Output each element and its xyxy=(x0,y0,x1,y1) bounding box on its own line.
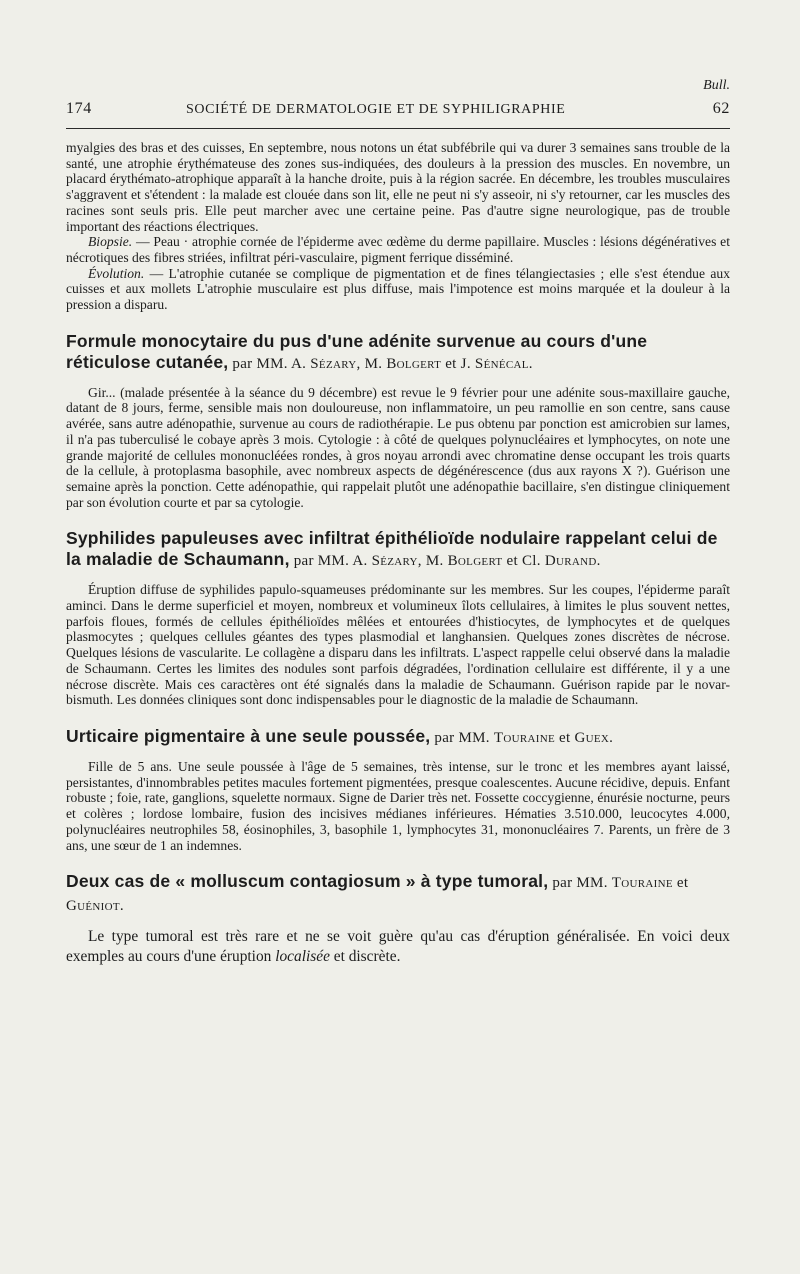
section-title: Urticaire pigmentaire à une seule poussée, xyxy=(66,725,431,746)
evolution-text: — L'atrophie cutanée se complique de pigmentation et de fines télangiectasies ; elle s'est étendue aux cuisses et aux mollets L'atrophie musculaire est plus diffuse, mais l'impotence est moins marquée et la douleur à la pression a disparu. xyxy=(66,265,730,313)
bull-mark: Bull. xyxy=(703,78,730,93)
section-authors: par MM. Touraine et Guex. xyxy=(430,729,614,746)
evolution-paragraph xyxy=(66,266,730,313)
article-body xyxy=(66,140,730,966)
biopsy-text: — Peau · atrophie cornée de l'épiderme avec œdème du derme papillaire. Muscles : lésions dégénératives et nécrotiques des fibres striées, infiltrat péri-vasculaire, pigment ferrique disséminé. xyxy=(66,234,730,265)
section-authors: par MM. Touraine et Guéniot. xyxy=(66,875,689,915)
section-title: Deux cas de « molluscum contagiosum » à type tumoral, xyxy=(66,871,549,892)
intro-paragraph: myalgies des bras et des cuisses, En septembre, nous notons un état subfébrile qui va durer 3 semaines sans trouble de la santé, une atrophie érythémateuse des zones sus-indiquées, des douleurs à la pression des muscles. En novembre, un placard érythémato-atrophique apparaît à la hanche droite, puis à la région sacrée. En décembre, les troubles musculaires s'aggravent et s'étendent : la malade est clouée dans son lit, elle ne peut ni s'y asseoir, ni s'y retourner, car les muscles des racines sont seuls pris. Elle peut marcher avec une certaine peine. Pas d'autre signe neurologique, pas de trouble important des réactions électriques. xyxy=(66,140,730,234)
section-body-urticaire: Fille de 5 ans. Une seule poussée à l'âge de 5 semaines, très intense, sur le tronc et les membres ayant laissé, persistantes, d'innombrables petites macules fortement pigmentées, presque coalescentes. Aucune récidive, depuis. Enfant robuste ; foie, rate, ganglions, squelette normaux. Signe de Darier très net. Fossette coccygienne, énurésie nocturne, peurs et colères ; lordose lombaire, fusion des incisives médianes inférieures. Hématies 3.510.000, leucocytes 4.000, polynucléaires neutrophiles 58, éosinophiles, 3, basophile 1, lymphocytes 31, mononucléaires 7. Parents, un frère de 3 ans, une sœur de 1 an indemnes. xyxy=(66,758,730,853)
issue-number: 62 xyxy=(712,100,730,117)
biopsy-paragraph xyxy=(66,234,730,265)
section-authors: par MM. A. Sézary, M. Bolgert et Cl. Durand. xyxy=(289,553,601,570)
section-title: Formule monocytaire du pus d'une adénite survenue au cours d'une réticulose cutanée, xyxy=(66,330,648,372)
section-body-molluscum: Le type tumoral est très rare et ne se voit guère qu'au cas d'éruption généralisée. En voici deux exemples au cours d'une éruption localisée et discrète. xyxy=(66,928,730,965)
section-heading-monocytaire xyxy=(66,331,730,375)
section-title: Syphilides papuleuses avec infiltrat épithélioïde nodulaire rappelant celui de la maladie de Schaumann, xyxy=(66,528,718,570)
section-heading-molluscum xyxy=(66,871,730,917)
section-heading-urticaire xyxy=(66,726,730,749)
header-rule xyxy=(66,128,730,129)
section-authors: par MM. A. Sézary, M. Bolgert et J. Sénécal. xyxy=(228,355,533,372)
section-heading-syphilides xyxy=(66,528,730,572)
running-title: SOCIÉTÉ DE DERMATOLOGIE ET DE SYPHILIGRAPHIE xyxy=(186,102,566,117)
section-body-monocytaire: Gir... (malade présentée à la séance du 9 décembre) est revue le 9 février pour une adénite sous-maxillaire gauche, datant de 8 jours, ferme, sensible mais non douloureuse, non inflammatoire, un peu ramollie en son centre, sans cause avérée, sans autre adénopathie, survenue au cours de radiothérapie. Le pus obtenu par ponction est amicrobien sur lames, il n'a pas tuberculisé le cobaye après 3 mois. Cytologie : à côté de quelques polynucléaires et lymphocytes, on note une grande majorité de cellules mononucléées rondes, à gros noyau arrondi avec chromatine dense occupant les trois quarts de la cellule, à protoplasma basophile, avec nombreux aspects de dégénérescence (dus aux rayons X ?). Guérison une semaine après la ponction. Cette adénopathie, qui rappelait plutôt une adénopathie bacillaire, s'en distingue cliniquement par son évolution courte et par sa cytologie. xyxy=(66,384,730,510)
page-number: 174 xyxy=(66,100,92,117)
section-body-syphilides: Éruption diffuse de syphilides papulo-squameuses prédominante sur les membres. Sur les coupes, l'épiderme paraît aminci. Dans le derme superficiel et moyen, nombreux et volumineux îlots cellulaires, à limites le plus souvent nettes, parfois floues, formés de cellules épithélioïdes mêlées et entourées d'histiocytes, de lymphocytes et de quelques plasmocytes ; quelques cellules géantes des types plasmodial et langhansien. Quelques zones discrètes de nécrose. Quelques lésions de vascularite. Le collagène a disparu dans les infiltrats. L'aspect rappelle celui observé dans la maladie de Schaumann. Certes les limites des nodules sont parfois dégradées, l'ordination cellulaire est différente, il y a une nécrose discrète. Mais ces caractères ont été signalés dans la maladie de Schaumann. Guérison rapide par le novar-bismuth. Les données cliniques sont donc indispensables pour le diagnostic de la maladie de Schaumann. xyxy=(66,582,730,708)
evolution-label: Évolution. xyxy=(88,265,145,281)
biopsy-label: Biopsie. xyxy=(88,234,133,250)
running-head xyxy=(66,100,730,124)
